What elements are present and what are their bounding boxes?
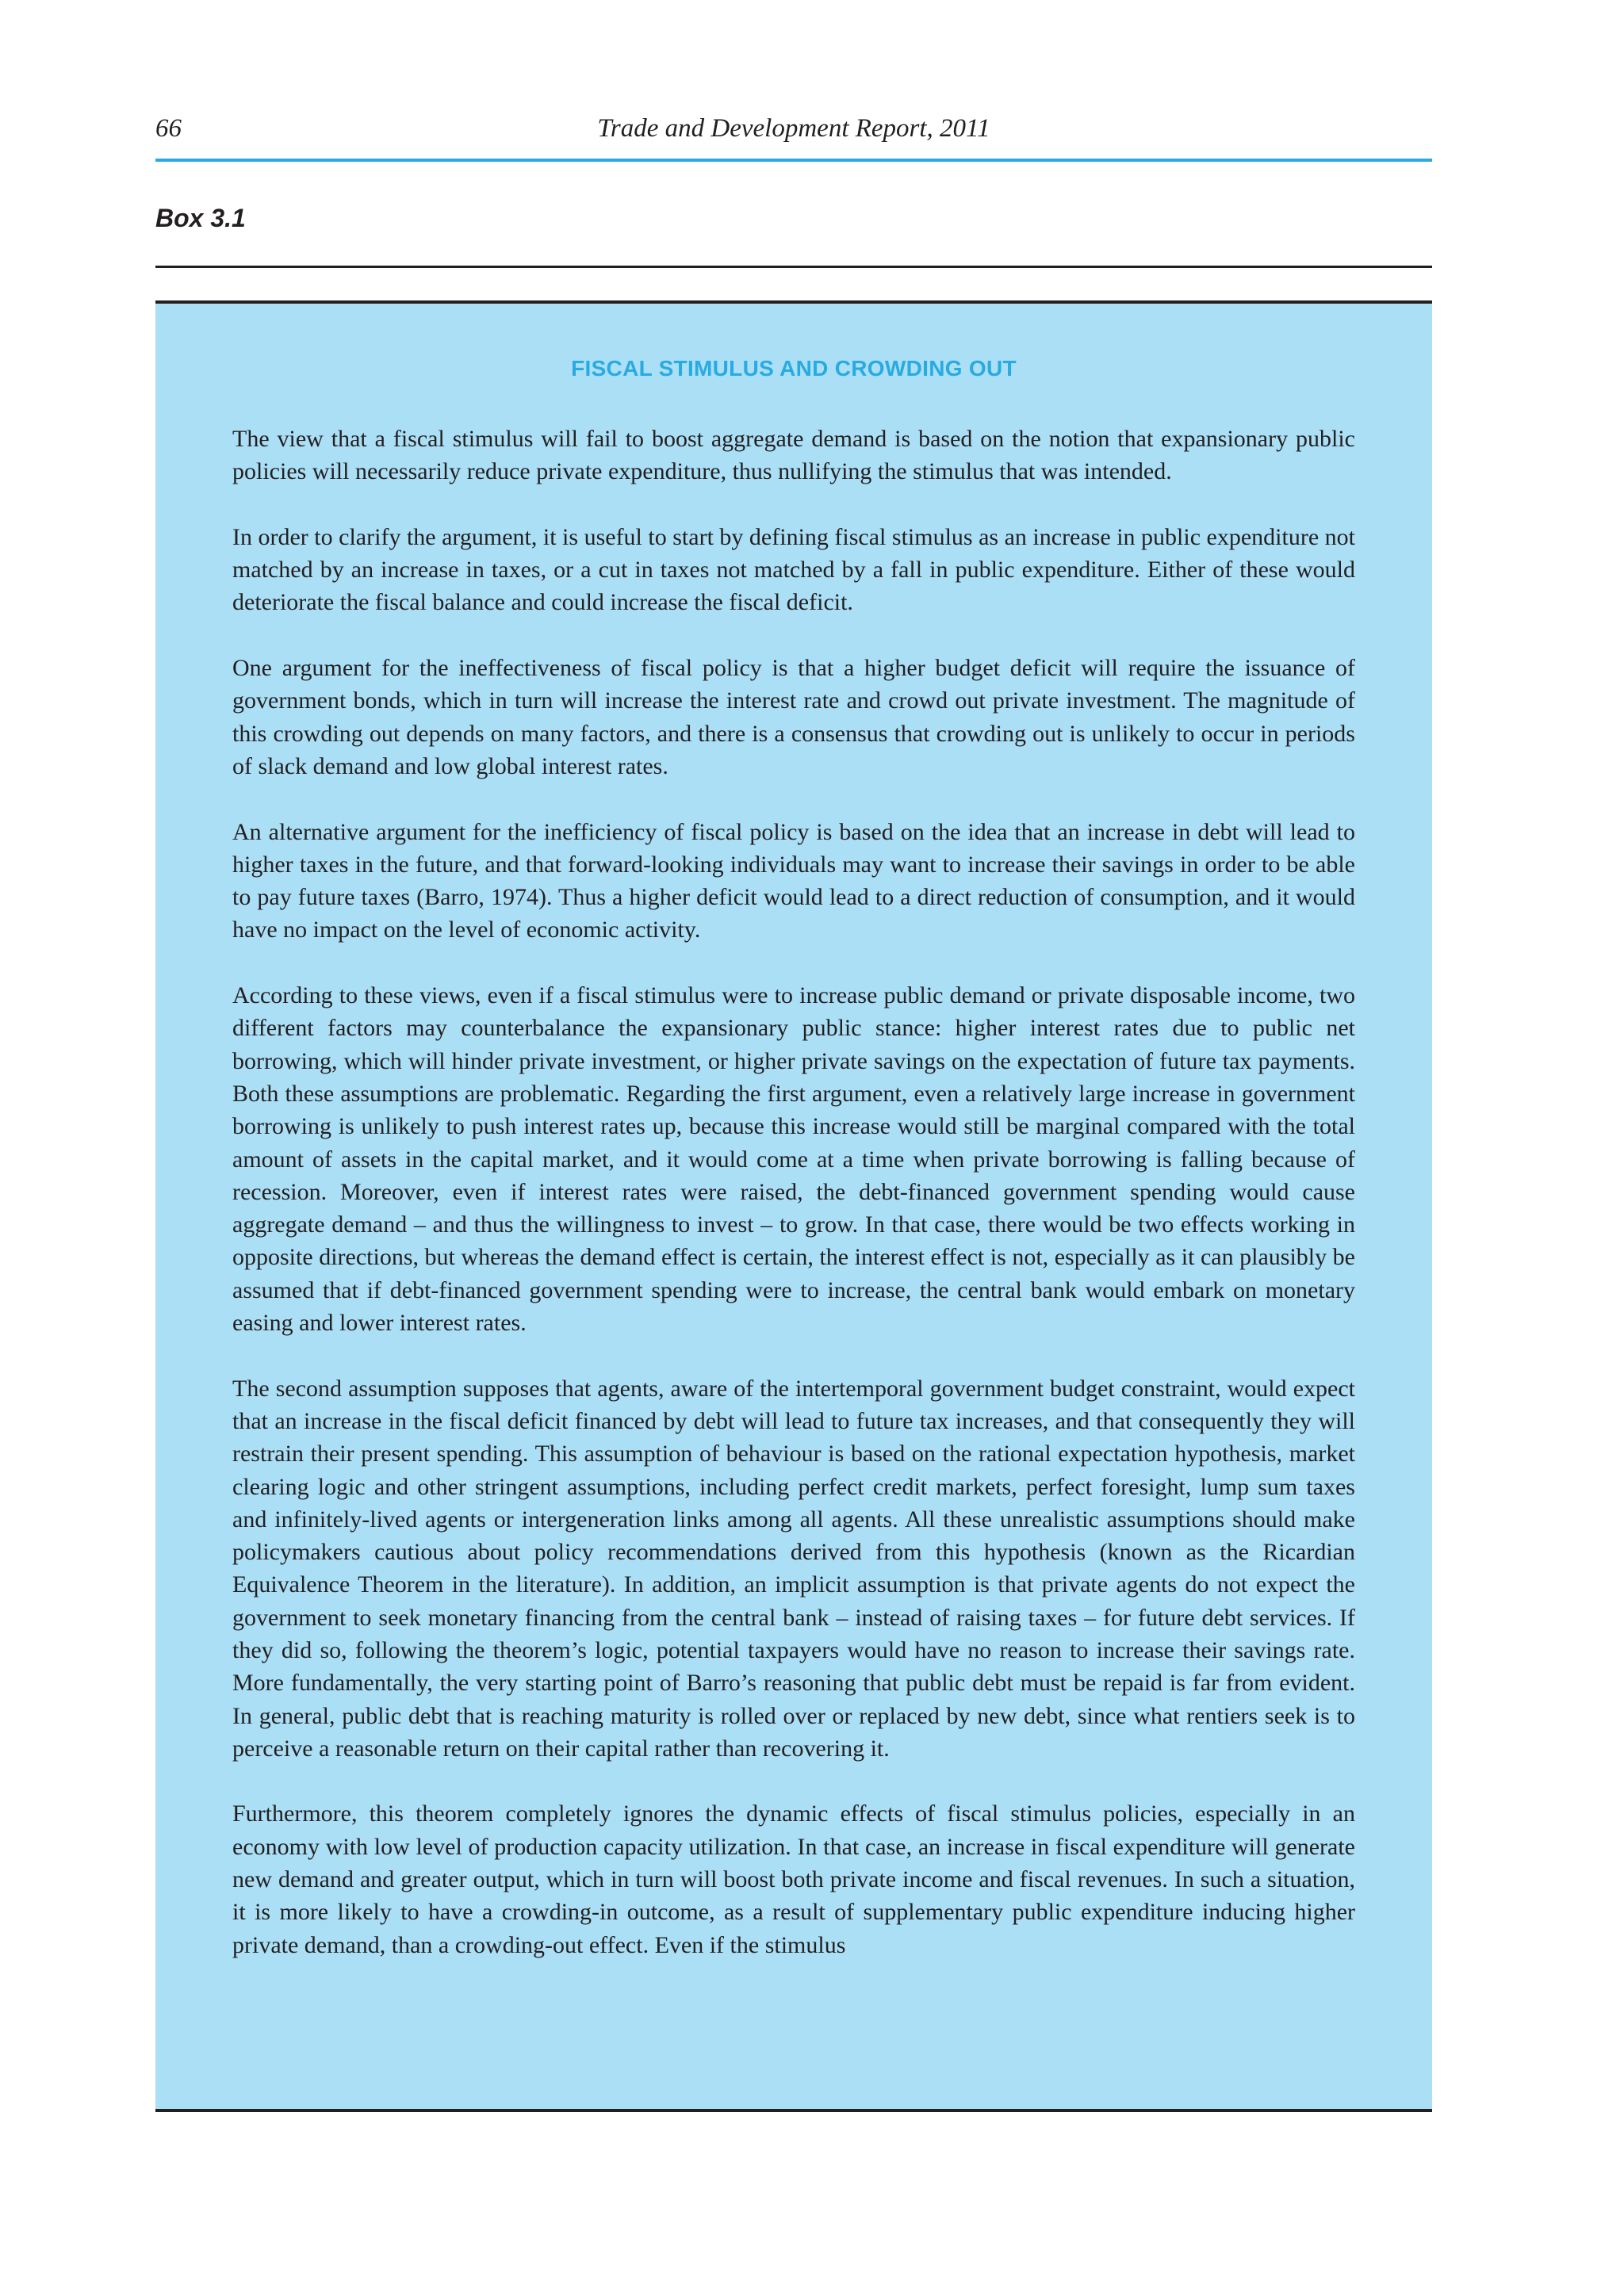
divider-rule [155, 266, 1432, 268]
paragraph: An alternative argument for the inefficiency of fiscal policy is based on the idea that an increase in debt will lead to higher taxes in the future, and that forward-looking individuals may want to increase their savings in order to be able to pay future taxes (Barro, 1974). Thus a higher deficit would lead to a direct reduction of consumption, and it would have no impact on the level of economic activity. [232, 818, 1355, 943]
paragraph: In order to clarify the argument, it is useful to start by defining fiscal stimulus as an increase in public expenditure not matched by an increase in taxes, or a cut in taxes not matched by a fall in public expenditure. Either of these would deteriorate the fiscal balance and could increase the fiscal deficit. [232, 523, 1355, 616]
box-label: Box 3.1 [155, 204, 246, 232]
paragraph: The view that a fiscal stimulus will fail to boost aggregate demand is based on the notion that expansionary public policies will necessarily reduce private expenditure, thus nullifying the stimulus that was intended. [232, 426, 1355, 485]
paragraph: One argument for the ineffectiveness of fiscal policy is that a higher budget deficit will require the issuance of government bonds, which in turn will increase the interest rate and crowd out private investment. The magnitude of this crowding out depends on many factors, and there is a consensus that crowding out is unlikely to occur in periods of slack demand and low global interest rates. [232, 655, 1355, 779]
text-box [155, 300, 1432, 2112]
box-body [232, 423, 1355, 1961]
box-title: FISCAL STIMULUS AND CROWDING OUT [571, 356, 1017, 381]
paragraph: Furthermore, this theorem completely ignores the dynamic effects of fiscal stimulus policies, especially in an economy with low level of production capacity utilization. In that case, an increase in fiscal expenditure will generate new demand and greater output, which in turn will boost both private income and fiscal revenues. In such a situation, it is more likely to have a crowding-in outcome, as a result of supplementary public expenditure inducing higher private demand, than a crowding-out effect. Even if the stimulus [232, 1800, 1355, 1958]
page-header [155, 111, 1432, 162]
running-title: Trade and Development Report, 2011 [597, 114, 990, 143]
page-number: 66 [155, 114, 182, 143]
paragraph: The second assumption supposes that agents, aware of the intertemporal government budget constraint, would expect that an increase in the fiscal deficit financed by debt will lead to future tax increases, and that consequently they will restrain their present spending. This assumption of behaviour is based on the rational expectation hypothesis, market clearing logic and other stringent assumptions, including perfect credit markets, perfect foresight, lump sum taxes and infinitely-lived agents or intergeneration links among all agents. All these unrealistic assumptions should make policymakers cautious about policy recommendations derived from this hypothesis (known as the Ricardian Equivalence Theorem in the literature). In addition, an implicit assumption is that private agents do not expect the government to seek monetary financing from the central bank – instead of raising taxes – for future debt services. If they did so, following the theorem’s logic, potential taxpayers would have no reason to increase their savings rate. More fundamentally, the very starting point of Barro’s reasoning that public debt must be repaid is far from evident. In general, public debt that is reaching maturity is rolled over or replaced by new debt, since what rentiers seek is to perceive a reasonable return on their capital rather than recovering it. [232, 1375, 1355, 1762]
paragraph: According to these views, even if a fiscal stimulus were to increase public demand or private disposable income, two different factors may counterbalance the expansionary public stance: higher interest rates due to public net borrowing, which will hinder private investment, or higher private savings on the expectation of future tax payments. Both these assumptions are problematic. Regarding the first argument, even a relatively large increase in government borrowing is unlikely to push interest rates up, because this increase would still be marginal compared with the total amount of assets in the capital market, and it would come at a time when private borrowing is falling because of recession. Moreover, even if interest rates were raised, the debt-financed government spending would cause aggregate demand – and thus the willingness to invest – to grow. In that case, there would be two effects working in opposite directions, but whereas the demand effect is certain, the interest effect is not, especially as it can plausibly be assumed that if debt-financed government spending were to increase, the central bank would embark on monetary easing and lower interest rates. [232, 982, 1355, 1337]
